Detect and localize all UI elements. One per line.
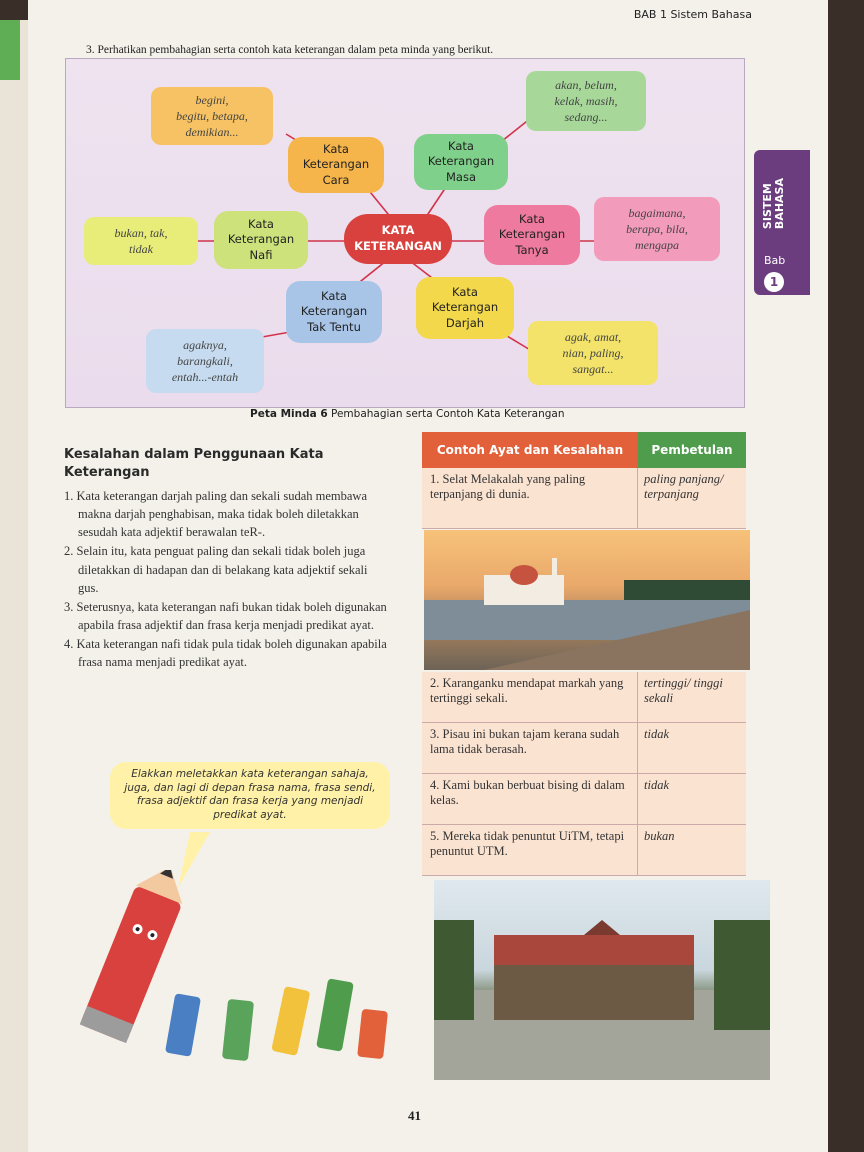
example-masa [526, 71, 646, 131]
darjah-ex-2: nian, paling, [562, 345, 624, 360]
example-cell: 5. Mereka tidak penuntut UiTM, tetapi penuntut UTM. [422, 825, 638, 875]
table-row [422, 723, 746, 774]
center-line-1: KATA [381, 223, 415, 238]
rules-list [64, 487, 390, 672]
side-tab-label [762, 178, 786, 229]
small-pencils [165, 978, 388, 1061]
errors-table-continued [422, 672, 746, 876]
tanya-line-2: Keterangan [498, 227, 566, 242]
taktentu-ex-2: barangkali, [177, 353, 233, 368]
side-tab-label-1: SISTEM [761, 183, 774, 230]
example-darjah [528, 321, 658, 385]
correction-cell: tertinggi/ tinggi sekali [644, 676, 723, 705]
correction-cell: tidak [644, 778, 669, 792]
question-3: 3. Perhatikan pembahagian serta contoh kata keterangan dalam peta minda yang berikut. [86, 44, 494, 56]
masa-ex-3: sedang... [564, 110, 608, 125]
nafi-line-3: Nafi [249, 247, 273, 262]
example-tak-tentu [146, 329, 264, 393]
center-line-2: KETERANGAN [354, 239, 442, 253]
example-nafi [84, 217, 198, 265]
example-cell: 4. Kami bukan berbuat bising di dalam kelas. [422, 774, 638, 824]
section-title: Kesalahan dalam Penggunaan Kata Keterangan [64, 447, 324, 481]
tanya-ex-2: berapa, bila, [626, 221, 688, 236]
node-cara [288, 137, 384, 193]
photo-mosque-drawing [424, 530, 750, 670]
table-row [422, 825, 746, 876]
darjah-line-1: Kata [452, 284, 478, 299]
masa-line-3: Masa [445, 169, 476, 184]
side-tab-chapter-number: 1 [764, 272, 784, 292]
photo-university-gate [434, 880, 770, 1080]
nafi-line-1: Kata [248, 216, 274, 231]
correction-cell: tidak [644, 727, 669, 741]
tanya-line-1: Kata [519, 211, 545, 226]
darjah-ex-1: agak, amat, [564, 329, 622, 344]
example-cell: 3. Pisau ini bukan tajam kerana sudah lama tidak berasah. [422, 723, 638, 773]
page-number: 41 [408, 1108, 421, 1123]
side-tab-bab: Bab [764, 254, 786, 267]
table-header [422, 432, 746, 468]
table-row [422, 468, 746, 529]
darjah-ex-3: sangat... [572, 362, 614, 377]
node-darjah [416, 277, 514, 339]
tanya-ex-1: bagaimana, [628, 205, 686, 220]
taktentu-line-2: Keterangan [300, 304, 368, 319]
cara-ex-1: begini, [195, 92, 229, 107]
masa-ex-1: akan, belum, [555, 77, 617, 92]
darjah-line-3: Darjah [445, 315, 485, 330]
column-header-examples: Contoh Ayat dan Kesalahan [422, 432, 638, 468]
nafi-line-2: Keterangan [227, 232, 295, 247]
taktentu-ex-1: agaknya, [183, 337, 227, 352]
nafi-ex-1: bukan, tak, [114, 225, 168, 240]
pencil-characters-illustration [60, 870, 400, 1080]
darjah-line-2: Keterangan [431, 300, 499, 315]
nafi-ex-2: tidak [129, 242, 153, 256]
taktentu-ex-3: entah...-entah [171, 370, 239, 385]
caption-text: Pembahagian serta Contoh Kata Keterangan [327, 408, 565, 420]
node-center [344, 214, 452, 264]
node-tanya [484, 205, 580, 265]
cara-line-3: Cara [322, 172, 350, 187]
example-cell: 2. Karanganku mendapat markah yang tertinggi sekali. [422, 672, 638, 722]
masa-line-1: Kata [448, 138, 474, 153]
taktentu-line-1: Kata [321, 288, 347, 303]
rule-item: 2. Selain itu, kata penguat paling dan sekali tidak boleh juga diletakkan di hadapan dan di belakang kata adjektif sekali gus. [64, 544, 368, 595]
cara-ex-2: begitu, betapa, [176, 108, 248, 123]
example-cara [151, 87, 273, 145]
chapter-side-tab [754, 150, 810, 295]
rule-item: 4. Kata keterangan nafi tidak pula tidak boleh digunakan apabila frasa nama menjadi predikat ayat. [64, 637, 387, 670]
mind-map [65, 58, 745, 408]
previous-page-tab [0, 20, 20, 80]
example-cell: 1. Selat Melakalah yang paling terpanjang di dunia. [422, 468, 638, 528]
node-tak-tentu [286, 281, 382, 343]
tanya-ex-3: mengapa [635, 238, 679, 253]
cara-line-1: Kata [323, 141, 349, 156]
errors-table [422, 432, 746, 529]
mind-map-caption [250, 408, 565, 420]
node-masa [414, 134, 508, 190]
photo-mosque-seaside [424, 530, 750, 670]
example-tanya [594, 197, 720, 261]
rule-item: 3. Seterusnya, kata keterangan nafi bukan tidak boleh digunakan apabila frasa adjektif dan frasa kerja menjadi predikat ayat. [64, 599, 387, 632]
photo-gate-drawing [434, 880, 770, 1080]
caption-label: Peta Minda 6 [250, 408, 328, 420]
previous-page-edge [0, 20, 28, 1152]
side-tab-label-2: BAHASA [773, 178, 787, 230]
correction-cell: paling panjang/ terpanjang [644, 472, 724, 501]
speech-bubble: Elakkan meletakkan kata keterangan sahaja, juga, dan lagi di depan frasa nama, frasa sendi, frasa adjektif dan frasa kerja yang menjadi predikat ayat. [110, 762, 390, 829]
node-nafi [214, 211, 308, 269]
column-header-corrections: Pembetulan [638, 432, 746, 468]
cara-line-2: Keterangan [302, 157, 370, 172]
taktentu-line-3: Tak Tentu [307, 319, 361, 334]
tanya-line-3: Tanya [515, 242, 549, 257]
table-row [422, 774, 746, 825]
masa-ex-2: kelak, masih, [554, 93, 618, 108]
correction-cell: bukan [644, 829, 675, 843]
table-row [422, 672, 746, 723]
cara-ex-3: demikian... [185, 125, 239, 140]
masa-line-2: Keterangan [427, 154, 495, 169]
page-header: BAB 1 Sistem Bahasa [633, 8, 752, 21]
rule-item: 1. Kata keterangan darjah paling dan sekali sudah membawa makna darjah penghabisan, maka tidak boleh diletakkan sesudah kata adjektif berawalan teR-. [64, 489, 368, 540]
